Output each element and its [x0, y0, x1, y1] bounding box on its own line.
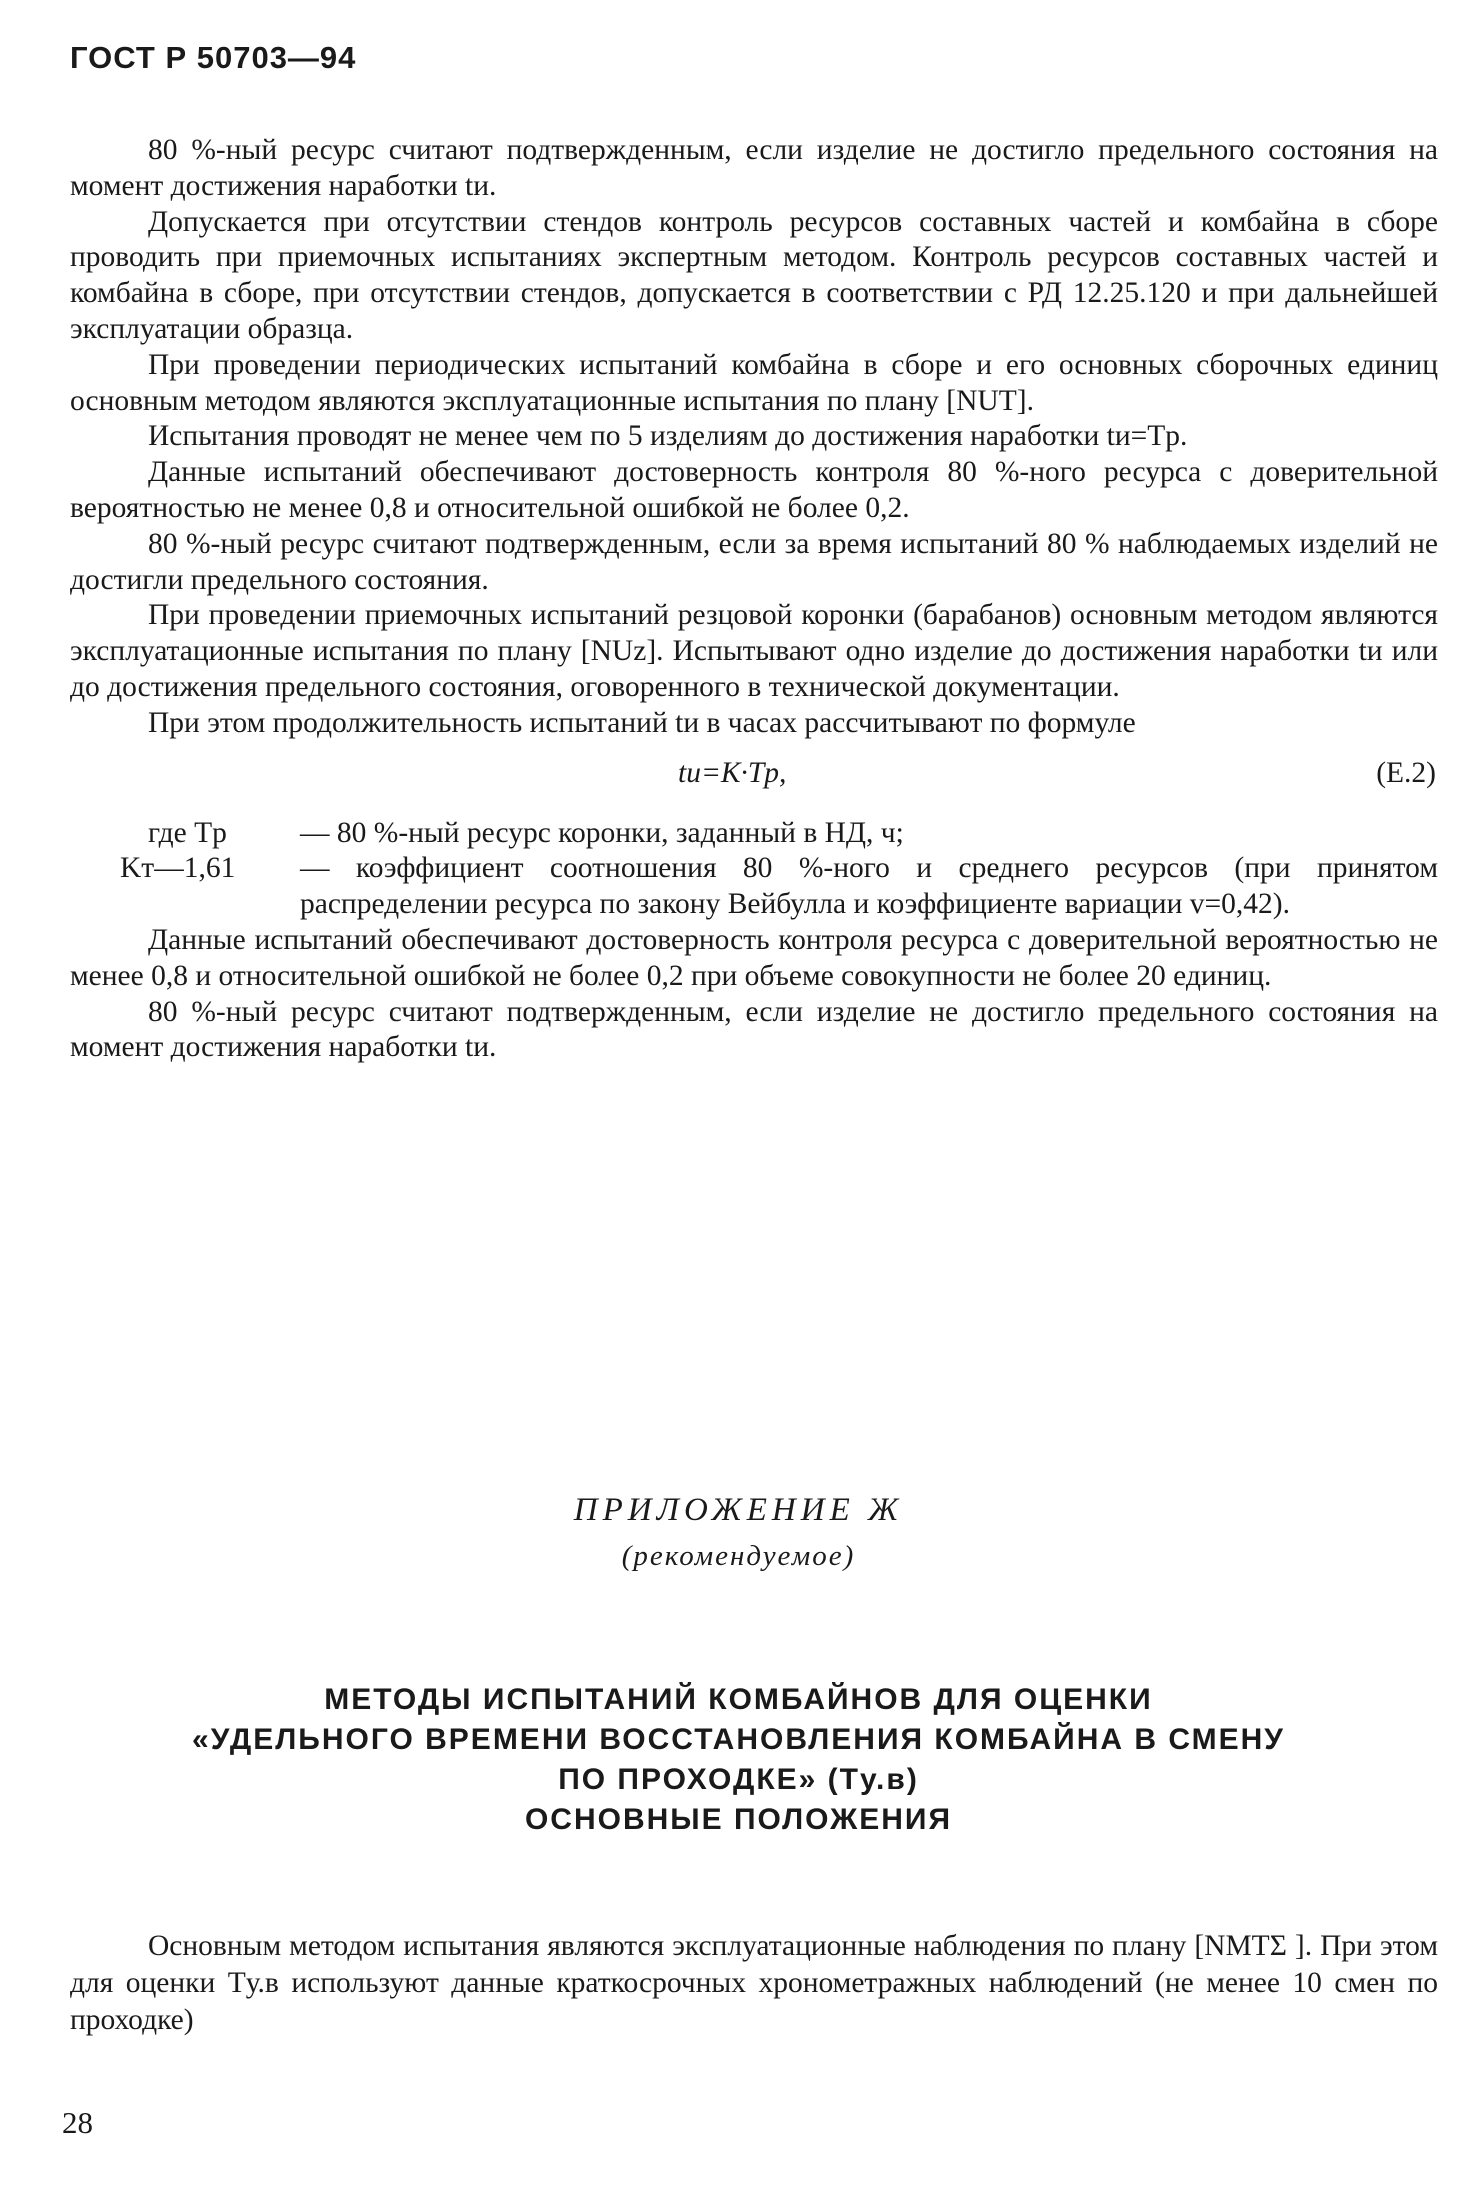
definition-text: — коэффициент соотношения 80 %-ного и среднего ресурсов (при принятом распределении ресурса по закону Вейбулла и коэффициенте вариации v=0,42). [300, 852, 1438, 921]
paragraph: При проведении периодических испытаний комбайна в сборе и его основных сборочных единиц основным методом являются эксплуатационные испытания по плану [NUT]. [70, 348, 1438, 417]
section-title-line: ОСНОВНЫЕ ПОЛОЖЕНИЯ [524, 1803, 953, 1836]
paragraph: Данные испытаний обеспечивают достоверность контроля 80 %-ного ресурса с доверительной вероятностью не менее 0,8 и относительной ошибкой не более 0,2. [70, 456, 1438, 524]
definition-text: — 80 %-ный ресурс коронки, заданный в НД, ч; [300, 816, 904, 849]
paragraph: Основным методом испытания являются эксплуатационные наблюдения по плану [NMTΣ ]. При этом для оценки Tу.в используют данные краткосрочных хронометражных наблюдений (не менее 10 смен по проходке) [70, 1930, 1438, 2036]
closing-text [70, 1928, 1438, 2039]
paragraph: 80 %-ный ресурс считают подтвержденным, если изделие не достигло предельного состояния на момент достижения наработки tи. [70, 134, 1438, 202]
formula-line [70, 742, 1438, 814]
paragraph: При проведении приемочных испытаний резцовой коронки (барабанов) основным методом являются эксплуатационные испытания по плану [NUz]. Испытывают одно изделие до достижения наработки tи или до достижения предельного состояния, оговоренного в технической документации. [70, 599, 1438, 703]
appendix-subtitle: (рекомендуемое) [621, 1540, 856, 1572]
formula-definitions [70, 816, 1438, 923]
appendix-title: ПРИЛОЖЕНИЕ Ж [573, 1492, 904, 1528]
page-number: 28 [62, 2105, 93, 2140]
formula-number: (Е.2) [1376, 756, 1436, 789]
section-title-line: МЕТОДЫ ИСПЫТАНИЙ КОМБАЙНОВ ДЛЯ ОЦЕНКИ [324, 1683, 1153, 1716]
section-title [0, 1680, 1477, 1840]
definition-row [70, 851, 1438, 923]
document-header: ГОСТ Р 50703—94 [70, 40, 357, 75]
section-title-line: ПО ПРОХОДКЕ» (Tу.в) [558, 1763, 919, 1796]
main-body-text [70, 133, 1438, 1066]
paragraph: 80 %-ный ресурс считают подтвержденным, если за время испытаний 80 % наблюдаемых изделий не достигли предельного состояния. [70, 527, 1438, 596]
paragraph: Данные испытаний обеспечивают достоверность контроля ресурса с доверительной вероятностью не менее 0,8 и относительной ошибкой не более 0,2 при объеме совокупности не более 20 единиц. [70, 923, 1438, 992]
paragraph: 80 %-ный ресурс считают подтвержденным, если изделие не достигло предельного состояния на момент достижения наработки tи. [70, 995, 1438, 1064]
section-title-line: «УДЕЛЬНОГО ВРЕМЕНИ ВОССТАНОВЛЕНИЯ КОМБАЙНА В СМЕНУ [192, 1723, 1285, 1756]
formula-expression: tи=K·Tр, [678, 756, 787, 789]
paragraph: При этом продолжительность испытаний tи в часах рассчитывают по формуле [148, 706, 1136, 739]
paragraph: Допускается при отсутствии стендов контроль ресурсов составных частей и комбайна в сборе проводить при приемочных испытаниях экспертным методом. Контроль ресурсов составных частей и комбайна в сборе, при отсутствии стендов, допускается в соответствии с РД 12.25.120 и при дальнейшей эксплуатации образца. [70, 205, 1438, 345]
paragraph: Испытания проводят не менее чем по 5 изделиям до достижения наработки tи=Tр. [148, 420, 1188, 453]
definition-row [70, 816, 1438, 852]
definition-symbol: где Tр [148, 816, 227, 849]
definition-symbol: Kт—1,61 [120, 852, 236, 885]
